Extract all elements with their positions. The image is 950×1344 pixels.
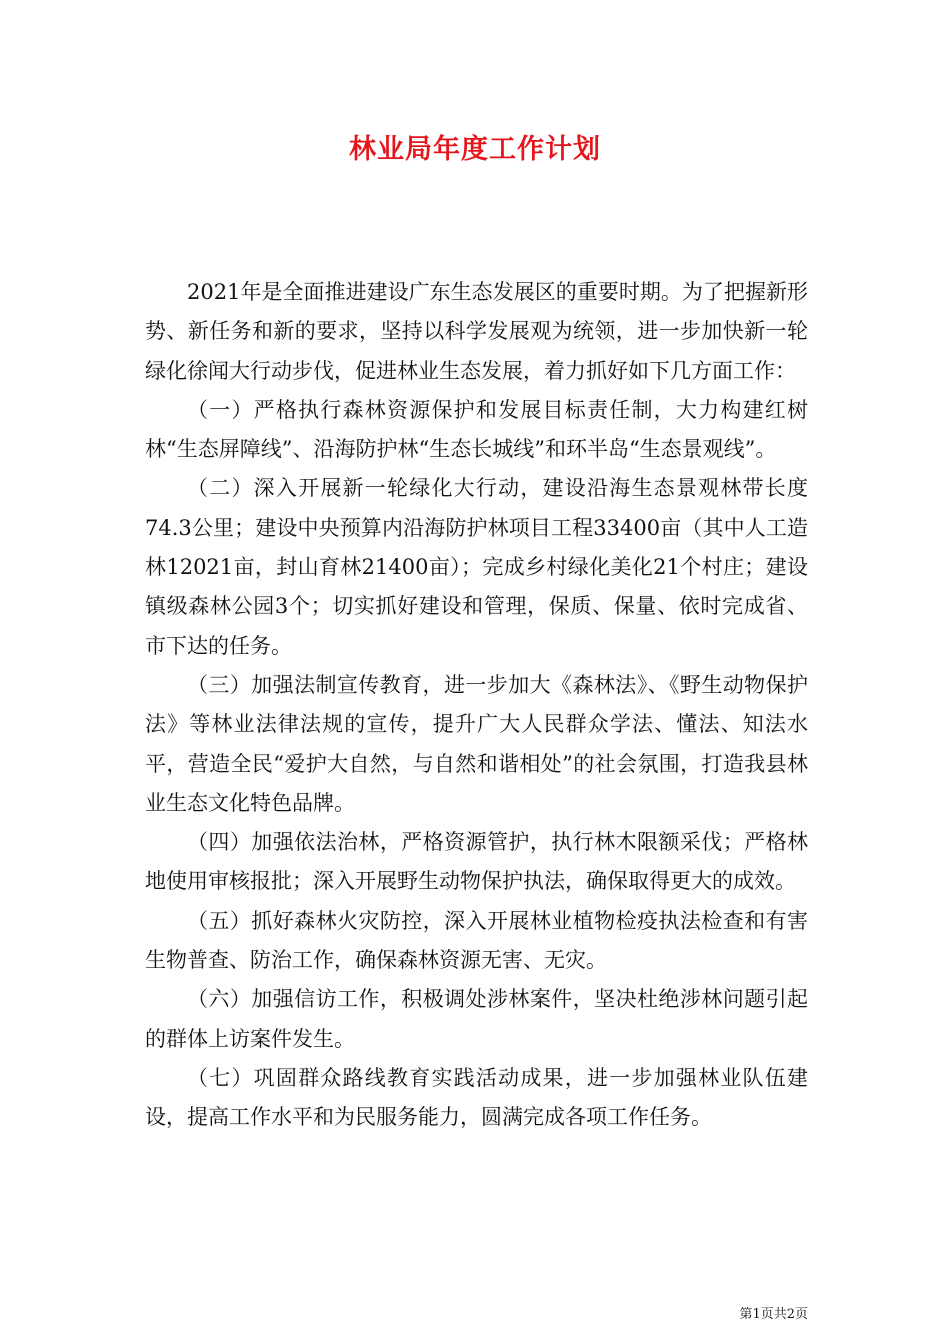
page-number: 第1页共2页: [739, 1307, 808, 1322]
item-1-paragraph: （一）严格执行森林资源保护和发展目标责任制，大力构建红树林“生态屏障线”、沿海防护林“生态长城线”和环半岛“生态景观线”。: [145, 397, 808, 462]
item-4-paragraph: （四）加强依法治林，严格资源管护，执行林木限额采伐；严格林地使用审核报批；深入开展野生动物保护执法，确保取得更大的成效。: [145, 830, 808, 894]
item-3-paragraph: （三）加强法制宣传教育，进一步加大《森林法》、《野生动物保护法》等林业法律法规的宣传，提升广大人民群众学法、懂法、知法水平，营造全民“爱护大自然，与自然和谐相处”的社会氛围，打造我县林业生态文化特色品牌。: [145, 672, 808, 815]
intro-paragraph: 2021年是全面推进建设广东生态发展区的重要时期。为了把握新形势、新任务和新的要求，坚持以科学发展观为统领，进一步加快新一轮绿化徐闻大行动步伐，促进林业生态发展，着力抓好如下几方面工作：: [145, 280, 808, 383]
item-2-paragraph: （二）深入开展新一轮绿化大行动，建设沿海生态景观林带长度74.3公里；建设中央预算内沿海防护林项目工程33400亩（其中人工造林12021亩，封山育林21400亩）；完成乡村绿化美化21个村庄；建设镇级森林公园3个；切实抓好建设和管理，保质、保量、依时完成省、市下达的任务。: [145, 476, 808, 658]
document-title: 林业局年度工作计划: [349, 134, 601, 165]
item-7-paragraph: （七）巩固群众路线教育实践活动成果，进一步加强林业队伍建设，提高工作水平和为民服务能力，圆满完成各项工作任务。: [145, 1065, 808, 1130]
item-6-paragraph: （六）加强信访工作，积极调处涉林案件，坚决杜绝涉林问题引起的群体上访案件发生。: [145, 987, 808, 1051]
document-body: [145, 273, 808, 1138]
item-5-paragraph: （五）抓好森林火灾防控，深入开展林业植物检疫执法检查和有害生物普查、防治工作，确保森林资源无害、无灾。: [145, 908, 808, 973]
